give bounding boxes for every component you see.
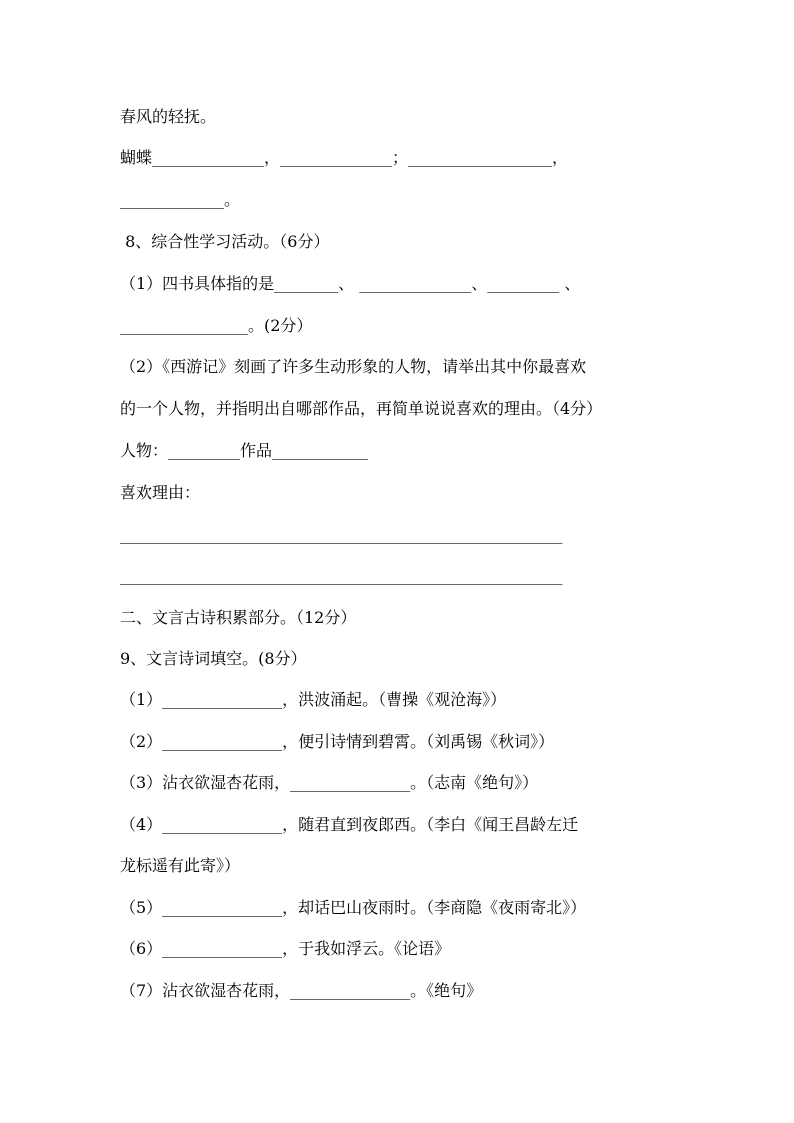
question-line: （7）沾衣欲湿杏花雨，_______________。《绝句》 xyxy=(120,981,483,1000)
question-heading: 9、文言诗词填空。(8分） xyxy=(120,649,307,668)
text-line: 的一个人物，并指明出自哪部作品，再简单说说喜欢的理由。（4分） xyxy=(120,399,603,418)
answer-line: 人物：_________作品____________ xyxy=(120,441,369,460)
text-line: 春风的轻抚。 xyxy=(120,107,217,126)
question-line: （4）_______________，随君直到夜郎西。（李白《闻王昌龄左迁 xyxy=(120,815,579,834)
question-line: （5）_______________，却话巴山夜雨时。（李商隐《夜雨寄北》） xyxy=(120,898,587,917)
text-line: 喜欢理由： xyxy=(120,483,201,502)
question-line: （1）四书具体指的是________、 ______________、_________ 、 xyxy=(120,274,581,293)
blank-line: ___________________________________________________________ xyxy=(120,526,563,544)
text-line: ________________。(2分） xyxy=(120,316,313,335)
question-line: （2）_______________，便引诗情到碧霄。（刘禹锡《秋词》） xyxy=(120,732,555,751)
question-line: （3）沾衣欲湿杏花雨，_______________。（志南《绝句》） xyxy=(120,773,539,792)
section-heading: 8、综合性学习活动。（6分） xyxy=(120,232,330,251)
question-line: （1）_______________，洪波涌起。（曹操《观沧海》） xyxy=(120,690,507,709)
blank-line: ___________________________________________________________ xyxy=(120,567,563,585)
question-line: （2）《西游记》刻画了许多生动形象的人物，请举出其中你最喜欢 xyxy=(120,357,587,376)
text-line: 蝴蝶______________，______________；__________________， xyxy=(120,148,569,167)
text-line: 龙标遥有此寄》） xyxy=(120,856,241,875)
text-line: _____________。 xyxy=(120,190,241,209)
section-heading: 二、文言古诗积累部分。（12分） xyxy=(120,608,357,627)
question-line: （6）_______________，于我如浮云。《论语》 xyxy=(120,939,451,958)
